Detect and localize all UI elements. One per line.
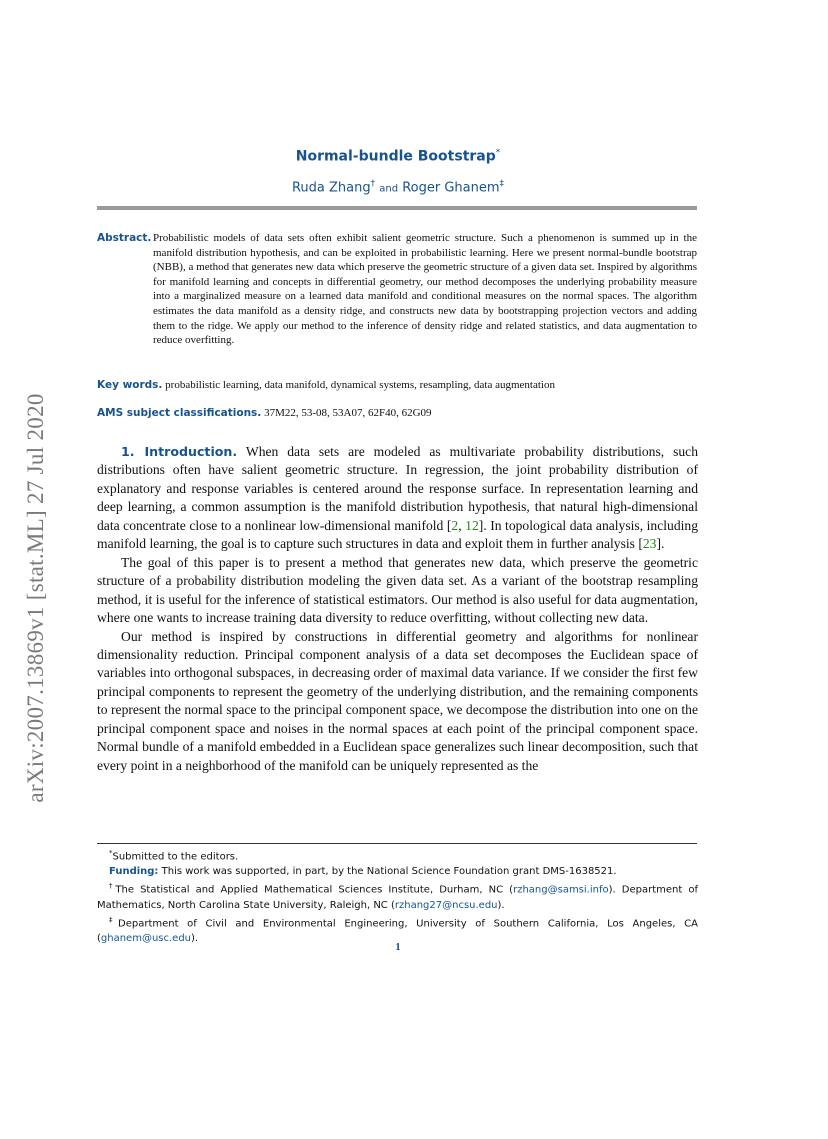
footnote-star-mark: *: [109, 849, 113, 857]
citation-23[interactable]: 23: [642, 536, 657, 552]
page-number: 1: [395, 941, 401, 953]
intro-p1-text-a: When data sets are modeled as multivariate probability distributions, such distributions often have salient geometric structure. In regression, the joint probability distribution of explanatory and response variables is centered around the response surface. In representation learning and deep learning, a common assumption is the manifold distribution hypothesis, that natural high-dimensional data concentrate close to a nonlinear low-dimensional manifold [: [97, 444, 699, 533]
paper-title: [0, 148, 796, 165]
footnote-submitted: [97, 846, 698, 864]
ams-classification-line: [97, 406, 697, 420]
funding-text: This work was supported, in part, by the National Science Foundation grant DMS-1638521.: [161, 866, 617, 878]
footnote-rule: [97, 843, 697, 844]
intro-paragraph-1: [97, 443, 698, 554]
author-ghanem-mark: ‡: [499, 179, 505, 189]
footnote-ddagger-mark: ‡: [109, 915, 118, 924]
citation-separator: ,: [458, 517, 466, 533]
title-text: Normal-bundle Bootstrap: [295, 148, 496, 165]
author-zhang-mark: †: [370, 179, 376, 189]
abstract-label: Abstract.: [97, 232, 152, 244]
ams-label: AMS subject classifications.: [97, 407, 262, 419]
footnote-zhang-affiliation: [97, 879, 698, 912]
keywords-text: probabilistic learning, data manifold, dynamical systems, resampling, data augmentation: [165, 379, 555, 391]
arxiv-side-stamp: arXiv:2007.13869v1 [stat.ML] 27 Jul 2020: [23, 393, 48, 803]
section-heading-introduction: 1. Introduction.: [121, 444, 238, 459]
ams-text: 37M22, 53-08, 53A07, 62F40, 62G09: [264, 407, 432, 419]
email-link-samsi[interactable]: rzhang@samsi.info: [513, 884, 609, 896]
footnote-funding: [97, 864, 698, 879]
intro-paragraph-2: The goal of this paper is to present a method that generates new data, which preserve the geometric structure of a probability distribution modeling the given data set. As a variant of the bootstrap resampling method, it is useful for the inference of statistical estimators. Our method is also useful for data augmentation, where one wants to increase training data diversity to reduce overfitting, without collecting new data.: [97, 554, 698, 626]
zhang-affiliation-text-a: The Statistical and Applied Mathematical Sciences Institute, Durham, NC (: [115, 884, 514, 896]
abstract-block: [97, 231, 697, 348]
ghanem-affiliation-text-a: Department of Civil and Environmental Engineering, University of Southern California, Los Angeles, CA (: [97, 917, 699, 944]
citation-12[interactable]: 12: [465, 517, 479, 533]
footnotes-block: [97, 846, 698, 946]
author-line: [0, 179, 796, 195]
keywords-label: Key words.: [97, 379, 163, 391]
zhang-affiliation-text-b: ). Department of Mathematics, North Carolina State University, Raleigh, NC (: [97, 884, 699, 911]
keywords-line: [97, 378, 697, 392]
citation-2[interactable]: 2: [451, 517, 459, 533]
author-conjunction: and: [379, 183, 399, 195]
title-footnote-mark: *: [495, 148, 501, 158]
zhang-affiliation-text-c: ).: [497, 899, 505, 911]
introduction-section: [97, 443, 698, 775]
title-rule: [97, 206, 697, 210]
intro-paragraph-3: Our method is inspired by constructions in differential geometry and algorithms for nonlinear dimensionality reduction. Principal component analysis of a data set decomposes the Euclidean space of variables into orthogonal subspaces, in decreasing order of maximal data variance. If we consider the first few principal components to represent the geometry of the underlying distribution, and the remaining components to represent the normal space to the principal component space, we decompose the distribution into one on the principal component space and noises in the normal spaces at each point of the principal component space. Normal bundle of a manifold embedded in a Euclidean space generalizes such linear decomposition, such that every point in a neighborhood of the manifold can be uniquely represented as the: [97, 628, 698, 773]
ghanem-affiliation-text-b: ).: [191, 932, 199, 944]
funding-label: Funding:: [109, 866, 159, 878]
author-zhang: Ruda Zhang: [291, 180, 371, 196]
footnote-submitted-text: Submitted to the editors.: [112, 851, 239, 863]
abstract-text: Probabilistic models of data sets often exhibit salient geometric structure. Such a phenomenon is summed up in the manifold distribution hypothesis, and can be exploited in probabilistic learning. Here we present normal-bundle bootstrap (NBB), a method that generates new data which preserve the geometric structure of a given data set. Inspired by algorithms for manifold learning and concepts in differential geometry, our method decomposes the underlying probability measure into a marginalized measure on a learned data manifold and conditional measures on the normal spaces. The algorithm estimates the data manifold as a density ridge, and constructs new data by bootstrapping projection vectors and adding them to the ridge. We apply our method to the inference of density ridge and related statistics, and data augmentation to reduce overfitting.: [153, 232, 697, 347]
author-ghanem: Roger Ghanem: [402, 180, 500, 196]
email-link-usc[interactable]: ghanem@usc.edu: [100, 932, 192, 944]
footnote-dagger-mark: †: [109, 882, 116, 891]
email-link-ncsu[interactable]: rzhang27@ncsu.edu: [394, 899, 498, 911]
intro-p1-text-b: ]. In topological data analysis, including manifold learning, the goal is to capture such structures in data and exploit them in further analysis [: [97, 517, 698, 552]
intro-p1-text-c: ].: [656, 536, 665, 552]
